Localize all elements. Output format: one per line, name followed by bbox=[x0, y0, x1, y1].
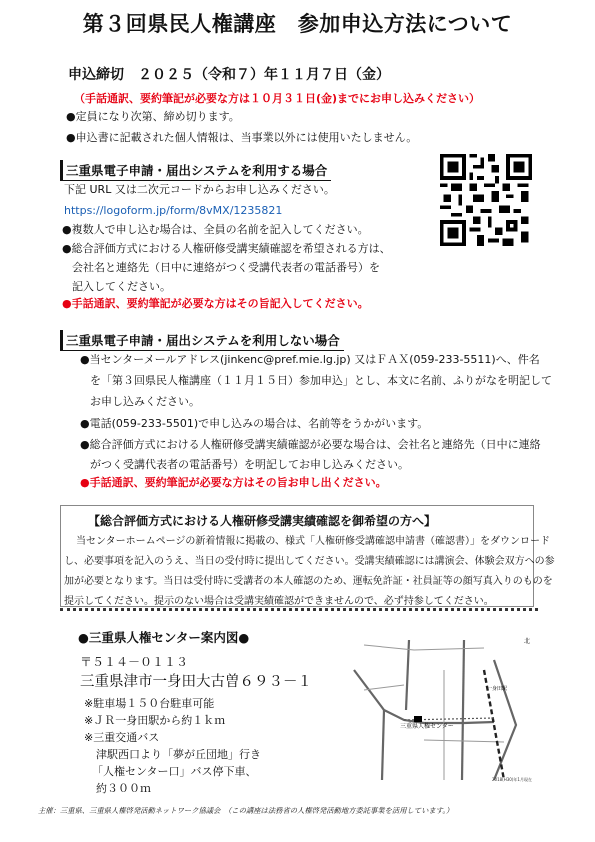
qr-code-icon[interactable] bbox=[440, 154, 532, 246]
section-offline-heading: 三重県電子申請・届出システムを利用しない場合 bbox=[60, 330, 344, 351]
map-label-north: 北 bbox=[524, 638, 531, 645]
access-map bbox=[344, 630, 539, 785]
access-line-4: 津駅西口より「夢が丘団地」行き bbox=[96, 748, 261, 761]
map-label-station: 一身田駅 bbox=[487, 686, 508, 692]
offline-item-1: ●当センターメールアドレス(jinkenc@pref.mie.lg.jp) 又はＦＡＸ(059-233-5511)へ、件名 bbox=[80, 353, 540, 366]
offline-item-4: ●電話(059-233-5501)で申し込みの場合は、名前等をうかがいます。 bbox=[80, 417, 429, 430]
access-line-3: ※三重交通バス bbox=[84, 731, 160, 744]
access-line-1: ※駐車場１５０台駐車可能 bbox=[84, 697, 215, 710]
online-intro: 下記 URL 又は二次元コードからお申し込みください。 bbox=[64, 183, 335, 196]
offline-red-note: ●手話通訳、要約筆記が必要な方はその旨お申し出ください。 bbox=[80, 476, 387, 489]
offline-item-3: お申し込みください。 bbox=[90, 395, 200, 408]
address: 三重県津市一身田大古曽６９３－１ bbox=[80, 674, 312, 690]
map-label-center: 三重県人権センター bbox=[400, 723, 454, 730]
offline-item-5: ●総合評価方式における人権研修受講実績確認が必要な場合は、会社名と連絡先（日中に連絡 bbox=[80, 438, 541, 451]
section-online-heading: 三重県電子申請・届出システムを利用する場合 bbox=[60, 160, 331, 181]
general-note-1: ●定員になり次第、締め切ります。 bbox=[66, 110, 240, 123]
online-item-3: 会社名と連絡先（日中に連絡がつく受講代表者の電話番号）を bbox=[72, 261, 380, 274]
map-credit: 2018(H30)年1月現在 bbox=[492, 777, 532, 782]
deadline: 申込締切 ２０２５（令和７）年１１月７日（金） bbox=[68, 67, 390, 83]
footer: 主催：三重県、三重県人権啓発活動ネットワーク協議会 （この講座は法務省の人権啓発活動地方委託事業を活用しています。） bbox=[38, 806, 454, 815]
access-heading: ●三重県人権センター案内図● bbox=[78, 630, 250, 645]
page-title: 第３回県民人権講座 参加申込方法について bbox=[82, 12, 513, 36]
online-form-link[interactable]: https://logoform.jp/form/8vMX/1235821 bbox=[64, 204, 283, 217]
access-line-2: ※ＪＲ一身田駅から約１ｋｍ bbox=[84, 714, 226, 727]
online-red-note: ●手話通訳、要約筆記が必要な方はその旨記入してください。 bbox=[62, 297, 369, 310]
center-marker-icon bbox=[414, 716, 422, 722]
dotted-divider bbox=[60, 608, 538, 611]
online-item-2: ●総合評価方式における人権研修受講実績確認を希望される方は、 bbox=[62, 242, 391, 255]
postal-code: 〒５１４－０１１３ bbox=[80, 655, 189, 669]
online-item-1: ●複数人で申し込む場合は、全員の名前を記入してください。 bbox=[62, 223, 369, 236]
deadline-note: （手話通訳、要約筆記が必要な方は１０月３１日(金)までにお申し込みください） bbox=[74, 92, 481, 105]
access-line-6: 約３００ｍ bbox=[96, 782, 151, 795]
evaluation-line-1: 当センターホームページの新着情報に掲載の、様式「人権研修受講確認申請書（確認書）」をダウンロード bbox=[76, 536, 550, 547]
offline-item-6: がつく受講代表者の電話番号）を明記してお申し込みください。 bbox=[90, 458, 409, 471]
evaluation-line-2: し、必要事項を記入のうえ、当日の受付時に提出してください。受講実績確認には講演会、体験会双方への参 bbox=[64, 556, 555, 567]
access-line-5: 「人権センター口」バス停下車、 bbox=[92, 765, 257, 778]
evaluation-heading: 【総合評価方式における人権研修受講実績確認を御希望の方へ】 bbox=[88, 514, 437, 528]
offline-item-2: を「第３回県民人権講座（１１月１５日）参加申込」とし、本文に名前、ふりがなを明記して bbox=[90, 374, 552, 387]
evaluation-line-3: 加が必要となります。当日は受付時に受講者の本人確認のため、運転免許証・社員証等の顔写真入りのものを bbox=[64, 576, 553, 587]
online-item-4: 記入してください。 bbox=[72, 280, 171, 293]
general-note-2: ●申込書に記載された個人情報は、当事業以外には使用いたしません。 bbox=[66, 131, 418, 144]
evaluation-line-4: 提示してください。提示のない場合は受講実績確認ができませんので、必ず持参してください。 bbox=[64, 596, 494, 607]
